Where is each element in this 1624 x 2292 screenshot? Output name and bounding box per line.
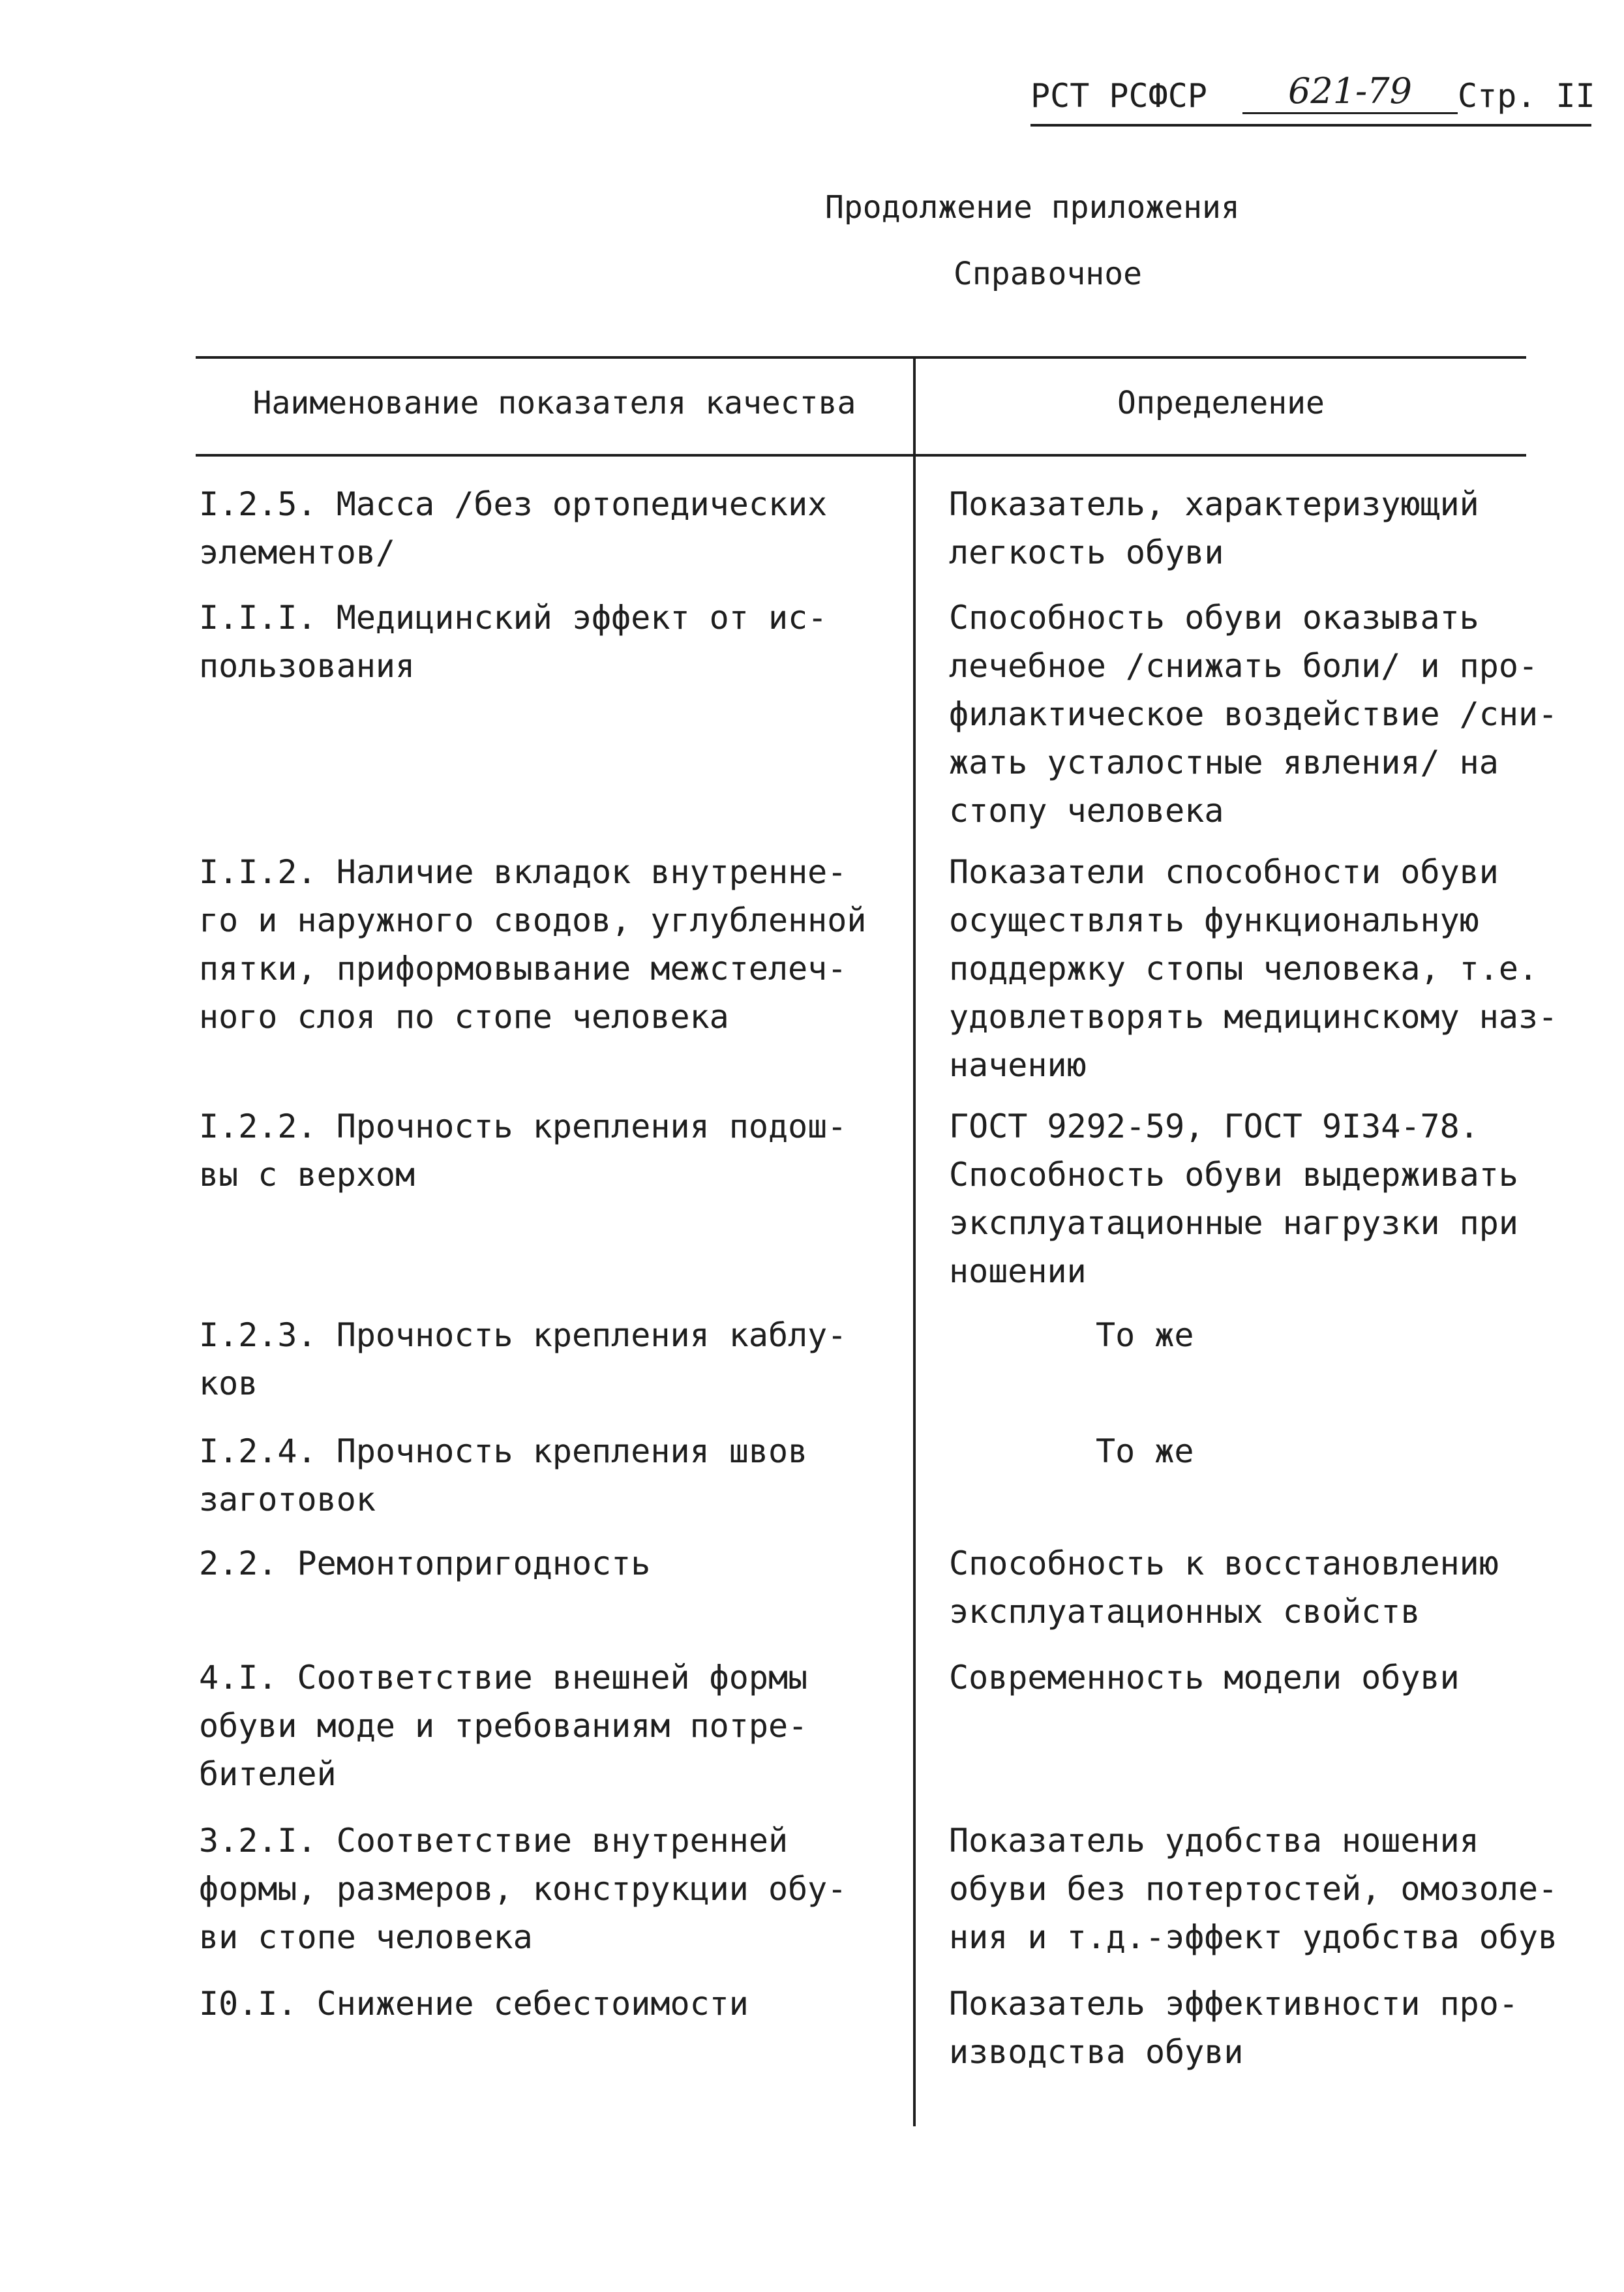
indicator-name: I0.I. Снижение себестоимости	[199, 1985, 749, 2023]
indicator-definition: То же	[1096, 1432, 1194, 1470]
indicator-name: I.2.4. Прочность крепления швов заготовок	[199, 1432, 808, 1518]
indicator-definition: ГОСТ 9292-59, ГОСТ 9I34-78. Способность обуви выдерживать эксплуатационные нагрузки при ношении	[949, 1108, 1518, 1290]
indicator-name: I.2.5. Масса /без ортопедических элементов/	[199, 485, 828, 571]
indicator-name: I.2.3. Прочность крепления каблу- ков	[199, 1316, 847, 1402]
indicator-name: I.I.2. Наличие вкладок внутренне- го и наружного сводов, углубленной пятки, приформовывание межстелеч- ного слоя по стопе человека	[199, 853, 867, 1036]
appendix-type: Справочное	[954, 256, 1142, 292]
table-top-rule	[196, 356, 1526, 359]
indicator-definition: Показатели способности обуви осуществлять функциональную поддержку стопы человека, т.е. удовлетворять медицинскому наз- начению	[949, 853, 1558, 1084]
indicator-definition: Показатель, характеризующий легкость обуви	[949, 485, 1479, 571]
header-underline	[1030, 124, 1591, 127]
indicator-definition: То же	[1096, 1316, 1194, 1354]
table-column-divider	[913, 356, 916, 2126]
table-header-rule	[196, 454, 1526, 457]
column-header-name: Наименование показателя качества	[252, 385, 856, 421]
indicator-definition: Способность к восстановлению эксплуатационных свойств	[949, 1545, 1499, 1631]
indicator-definition: Современность модели обуви	[949, 1659, 1460, 1696]
page-number: Стр. II	[1458, 77, 1595, 115]
indicator-definition: Показатель удобства ношения обуви без потертостей, омозоле- ния и т.д.-эффект удобства обув	[949, 1822, 1558, 1956]
page-header	[1024, 70, 1598, 130]
standard-number: 621-79	[1287, 70, 1413, 112]
indicator-definition: Показатель эффективности про- изводства обуви	[949, 1985, 1518, 2071]
indicator-name: I.2.2. Прочность крепления подош- вы с верхом	[199, 1108, 847, 1194]
indicator-name: 4.I. Соответствие внешней формы обуви моде и требованиям потре- бителей	[199, 1659, 808, 1793]
column-header-definition: Определение	[1117, 385, 1325, 421]
indicator-name: I.I.I. Медицинский эффект от ис- пользования	[199, 599, 828, 685]
number-underline	[1242, 112, 1458, 114]
appendix-continuation: Продолжение приложения	[825, 189, 1240, 226]
standard-code: РСТ РСФСР	[1030, 77, 1207, 115]
indicator-name: 3.2.I. Соответствие внутренней формы, размеров, конструкции обу- ви стопе человека	[199, 1822, 847, 1956]
indicator-name: 2.2. Ремонтопригодность	[199, 1545, 651, 1582]
indicator-definition: Способность обуви оказывать лечебное /снижать боли/ и про- филактическое воздействие /сни- жать усталостные явления/ на стопу человека	[949, 599, 1558, 830]
